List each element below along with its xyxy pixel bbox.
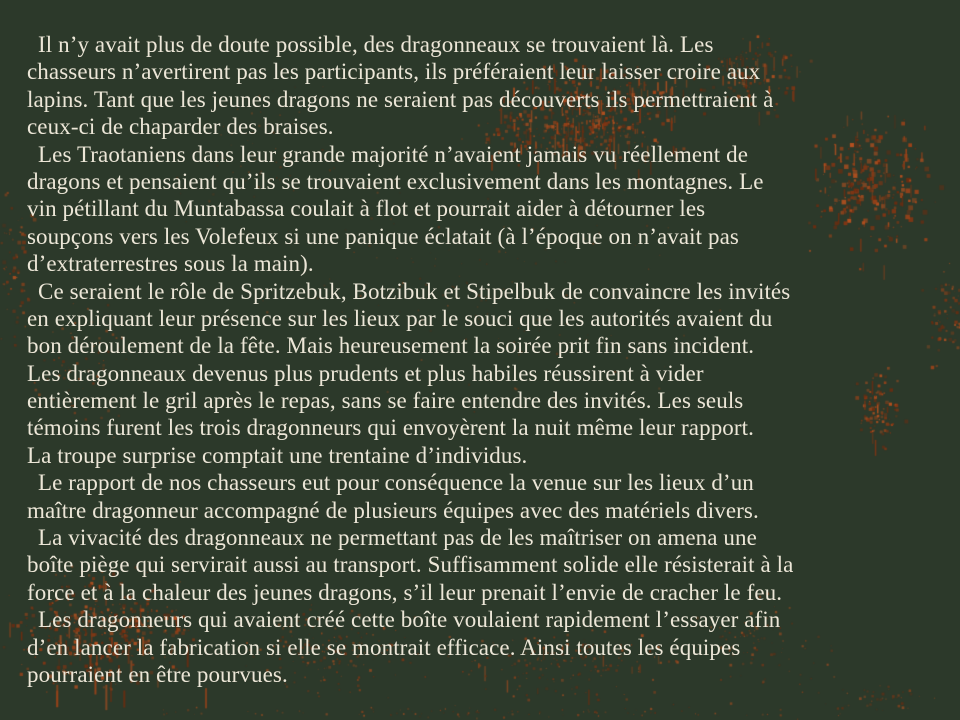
text-line: dragons et pensaient qu’ils se trouvaient exclusivement dans les montagnes. Le xyxy=(27,168,764,194)
text-line: témoins furent les trois dragonneurs qui envoyèrent la nuit même leur rapport. xyxy=(27,415,754,441)
text-line: Le rapport de nos chasseurs eut pour conséquence la venue sur les lieux d’un xyxy=(38,470,754,496)
text-line: d’extraterrestres sous la main). xyxy=(27,251,314,277)
text-line: vin pétillant du Muntabassa coulait à flot et pourrait aider à détourner les xyxy=(27,196,706,222)
text-line: Les dragonneaux devenus plus prudents et plus habiles réussirent à vider xyxy=(27,360,704,386)
text-line: La troupe surprise comptait une trentaine d’individus. xyxy=(27,442,528,468)
text-line: Les dragonneurs qui avaient créé cette boîte voulaient rapidement l’essayer afin xyxy=(38,607,781,633)
text-line: force et à la chaleur des jeunes dragons, s’il leur prenait l’envie de cracher le feu. xyxy=(27,579,783,605)
text-line: Les Traotaniens dans leur grande majorité n’avaient jamais vu réellement de xyxy=(38,141,749,167)
text-line: maître dragonneur accompagné de plusieurs équipes avec des matériels divers. xyxy=(27,497,759,523)
text-line: entièrement le gril après le repas, sans se faire entendre des invités. Les seuls xyxy=(27,388,744,414)
text-line: pourraient en être pourvues. xyxy=(27,661,288,687)
text-line: Il n’y avait plus de doute possible, des dragonneaux se trouvaient là. Les xyxy=(38,32,714,57)
text-line: en expliquant leur présence sur les lieux par le souci que les autorités avaient du xyxy=(27,305,773,331)
text-line: lapins. Tant que les jeunes dragons ne seraient pas découverts ils permettraient à xyxy=(27,86,774,112)
text-line: Ce seraient le rôle de Spritzebuk, Botzibuk et Stipelbuk de convaincre les invités xyxy=(38,278,791,304)
text-line: bon déroulement de la fête. Mais heureusement la soirée prit fin sans incident. xyxy=(27,333,755,359)
text-line: chasseurs n’avertirent pas les participants, ils préféraient leur laisser croire aux xyxy=(27,59,761,85)
text-line: soupçons vers les Volefeux si une panique éclatait (à l’époque on n’avait pas xyxy=(27,223,739,249)
text-line: d’en lancer la fabrication si elle se montrait efficace. Ainsi toutes les équipes xyxy=(27,634,741,660)
text-line: boîte piège qui servirait aussi au transport. Suffisamment solide elle résisterait à la xyxy=(27,552,794,578)
text-line: La vivacité des dragonneaux ne permettant pas de les maîtriser on amena une xyxy=(38,525,757,551)
text-block xyxy=(27,31,950,688)
text-line: ceux-ci de chaparder des braises. xyxy=(27,114,334,140)
